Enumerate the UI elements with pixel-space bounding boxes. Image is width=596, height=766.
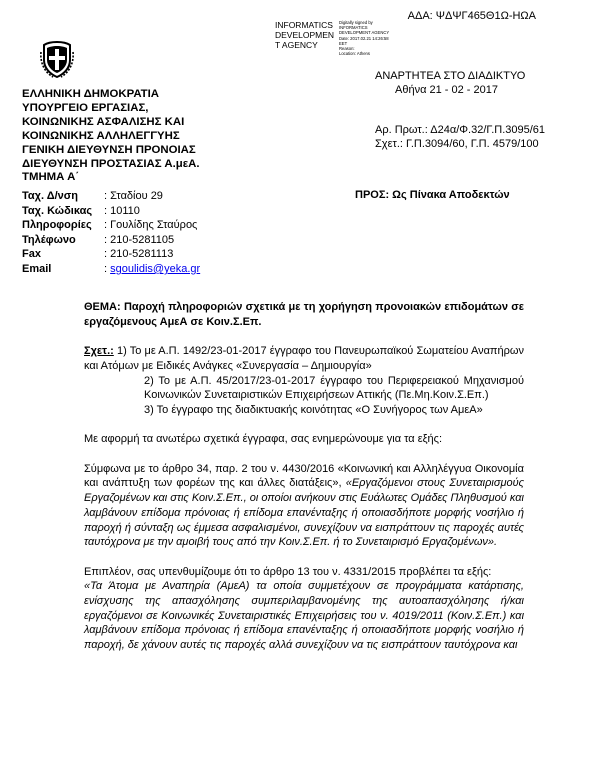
phone-row: Τηλέφωνο : 210-5281105 — [22, 233, 175, 246]
publish-note: ΑΝΑΡΤΗΤΕΑ ΣΤΟ ΔΙΑΔΙΚΤΥΟ — [375, 70, 526, 82]
digital-signature-details: Digitally signed by INFORMATICS DEVELOPMENT AGENCY Date: 2017.02.21 14:26:58 EET Reason: Location: Athens — [339, 20, 390, 57]
postal-code-row: Ταχ. Κώδικας : 10110 — [22, 204, 140, 217]
digital-signature-org: INFORMATICS DEVELOPMEN T AGENCY — [275, 20, 335, 50]
ada-code: ΑΔΑ: ΨΔΨΓ465Θ1Ω-ΗΩΑ — [407, 10, 536, 22]
paragraph-3: «Τα Άτομα με Αναπηρία (ΑμεΑ) τα οποία συμμετέχουν σε προγράμματα κατάρτισης, ενίσχυσης της απασχόλησης συμπεριλαμβανομένης της αυτοαπασχόλησης ή/και εργαζόμενοι σε Κοινωνικές Συνεταιριστικές Επιχειρήσεις του ν. 4019/2011 (Κοιν.Σ.Επ.) και λαμβάνουν επίδομα πρόνοιας ή επίδομα επανένταξης ή οποιασδήποτε μορφής νοσήλιο ή παροχή, δε χάνουν αυτές τις παροχές αλλά συνεχίζουν να τις εισπράττουν ταυτόχρονα και — [84, 580, 525, 652]
related-numbers: Σχετ.: Γ.Π.3094/60, Γ.Π. 4579/100 — [375, 137, 539, 150]
protocol-number: Αρ. Πρωτ.: Δ24α/Φ.32/Γ.Π.3095/61 — [375, 124, 546, 136]
document-date: Αθήνα 21 - 02 - 2017 — [395, 83, 498, 96]
related-item-2: 2) Το με Α.Π. 45/2017/23-01-2017 έγγραφο του Περιφερειακού Μηχανισμού Κοινωνικών Συνεταιριστικών Επιχειρήσεων Αττικής (Πε.Μη.Κοιν.Σ.Επ.) — [144, 374, 524, 402]
address-row: Ταχ. Δ/νση : Σταδίου 29 — [22, 190, 163, 202]
recipient: ΠΡΟΣ: Ως Πίνακα Αποδεκτών — [355, 189, 510, 201]
related-item-1: Σχετ.: 1) Το με Α.Π. 1492/23-01-2017 έγγραφο του Πανευρωπαϊκού Σωματείου Αναπήρων και Ατόμων με Ειδικές Ανάγκες «Συνεργασία – Δημιουργία» — [84, 345, 524, 372]
paragraph-2: Επιπλέον, σας υπενθυμίζουμε ότι το άρθρο 13 του ν. 4331/2015 προβλέπει τα εξής: — [84, 565, 492, 578]
contact-details — [22, 189, 200, 277]
paragraph-1: Σύμφωνα με το άρθρο 34, παρ. 2 του ν. 4430/2016 «Κοινωνική και Αλληλέγγυα Οικονομία και ανάπτυξη των φορέων της και άλλες διατάξεις», «Εργαζόμενοι στους Συνεταιρισμούς Εργαζομένων και στις Κοιν.Σ.Επ., οι οποίοι ανήκουν στις Ευάλωτες Ομάδες Πληθυσμού και λαμβάνουν επίδομα πρόνοιας ή επίδομα επανένταξης ή οποιασδήποτε μορφής νοσήλιο ή παροχή ή σύνταξη ως έμμεσα ασφαλισμένοι, συνεχίζουν να εισπράττουν τις παροχές αυτές ταυτόχρονα με την αμοιβή τους από την Κοιν.Σ.Επ. ή το Συνεταιρισμό Εργαζομένων». — [84, 462, 524, 549]
intro-paragraph: Με αφορμή τα ανωτέρω σχετικά έγγραφα, σας ενημερώνουμε για τα εξής: — [84, 433, 443, 446]
ministry-header: ΕΛΛΗΝΙΚΗ ΔΗΜΟΚΡΑΤΙΑ ΥΠΟΥΡΓΕΙΟ ΕΡΓΑΣΙΑΣ, ΚΟΙΝΩΝΙΚΗΣ ΑΣΦΑΛΙΣΗΣ ΚΑΙ ΚΟΙΝΩΝΙΚΗΣ ΑΛΛΗΛΕΓΓΥΗΣ ΓΕΝΙΚΗ ΔΙΕΥΘΥΝΣΗ ΠΡΟΝΟΙΑΣ ΔΙΕΥΘΥΝΣΗ ΠΡΟΣΤΑΣΙΑΣ Α.μεΑ. ΤΜΗΜΑ Α΄ — [22, 88, 200, 184]
related-item-3: 3) Το έγγραφο της διαδικτυακής κοινότητας «Ο Συνήγορος των ΑμεΑ» — [144, 403, 483, 416]
subject: ΘΕΜΑ: Παροχή πληροφοριών σχετικά με τη χορήγηση προνοιακών επιδομάτων σε εργαζόμενους ΑμεΑ σε Κοιν.Σ.Επ. — [84, 301, 524, 328]
email-row: Email : sgoulidis@yeka.gr — [22, 262, 201, 275]
greek-coat-of-arms-icon — [40, 40, 74, 78]
fax-row: Fax : 210-5281113 — [22, 248, 174, 261]
publication-block — [375, 70, 525, 97]
info-row: Πληροφορίες : Γουλίδης Σταύρος — [22, 219, 198, 232]
protocol-block — [375, 124, 545, 151]
document-body — [84, 300, 524, 653]
email-link[interactable]: sgoulidis@yeka.gr — [110, 262, 201, 275]
